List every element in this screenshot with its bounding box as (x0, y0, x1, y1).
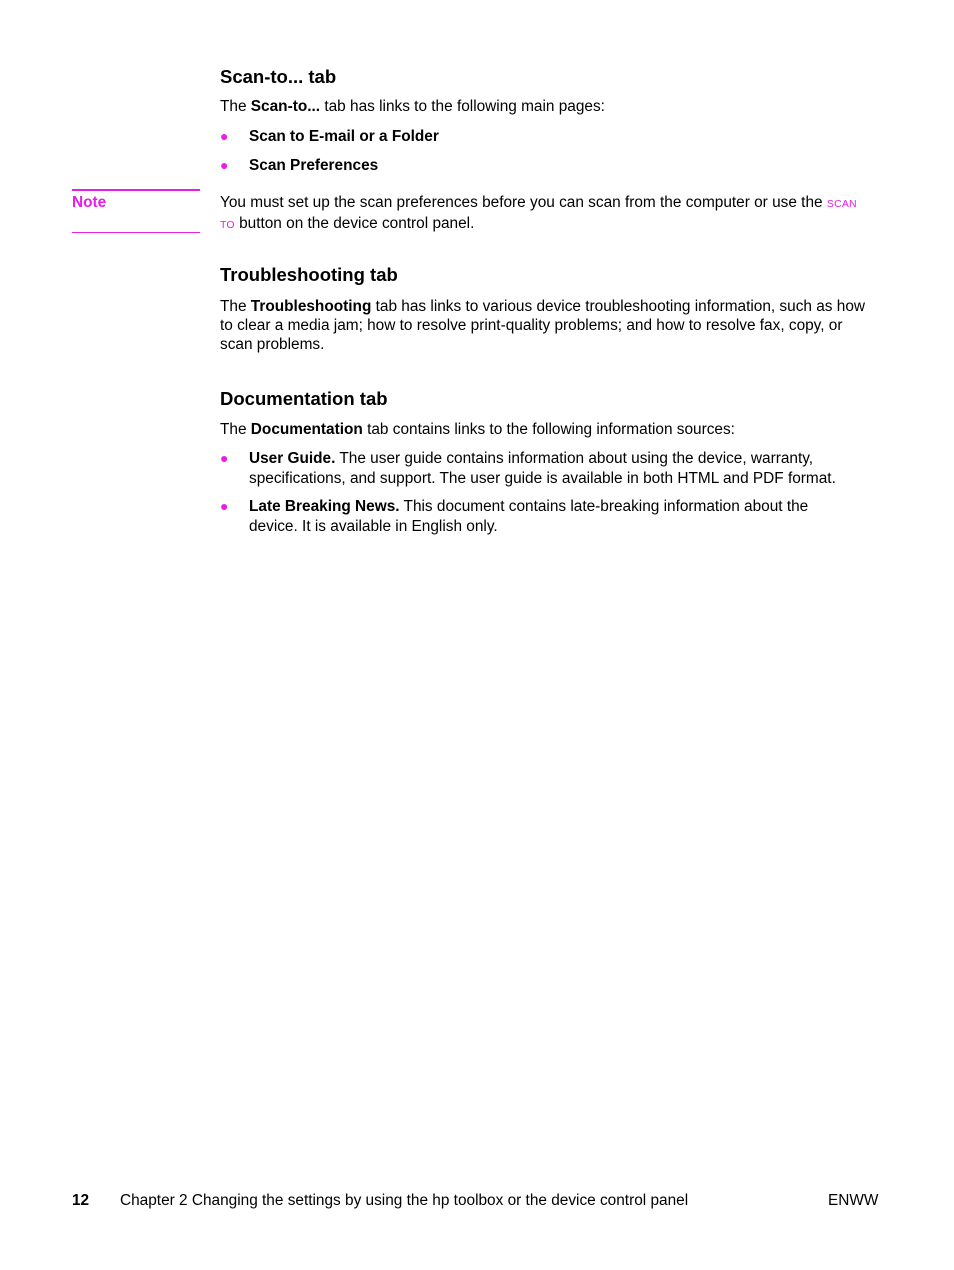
list-item-text: User Guide. The user guide contains information about using the device, warranty, specifications, and support. The user guide is available in both HTML and PDF format. (249, 450, 836, 487)
bullet-icon: ● (220, 157, 229, 173)
intro-bold: Troubleshooting (250, 298, 372, 315)
troubleshooting-heading: Troubleshooting tab (220, 264, 398, 285)
note-text-part: button on the device control panel. (234, 215, 475, 233)
note-bottom-rule (72, 232, 200, 233)
documentation-intro (220, 420, 888, 439)
list-item-bold: Scan to E-mail or a Folder (249, 128, 439, 145)
intro-text: The (220, 298, 251, 315)
list-item-text (249, 156, 889, 176)
list-item-bold: Scan Preferences (249, 157, 379, 174)
intro-text: tab has links to various device troubleshooting information, such as how (371, 298, 865, 315)
list-item-bold: Late Breaking News. (249, 498, 400, 515)
troubleshooting-intro (220, 297, 888, 355)
scan-to-heading: Scan-to... tab (220, 66, 337, 87)
scan-to-intro (220, 97, 888, 116)
edition-label: ENWW (828, 1192, 879, 1209)
bullet-icon: ● (220, 450, 229, 466)
bullet-icon: ● (220, 128, 229, 144)
intro-bold: Documentation (250, 421, 363, 438)
list-item-bold: User Guide. (249, 450, 336, 467)
intro-text: scan problems. (220, 336, 325, 354)
note-text-part: You must set up the scan preferences before you can scan from the computer or use the (220, 194, 827, 211)
intro-text: tab has links to the following main pages: (320, 98, 605, 115)
documentation-heading: Documentation tab (220, 388, 388, 409)
bullet-icon: ● (220, 498, 229, 514)
intro-text: to clear a media jam; how to resolve print-quality problems; and how to resolve fax, copy, or (220, 317, 843, 335)
intro-text: The (220, 421, 251, 438)
list-item-text: Late Breaking News. This document contains late-breaking information about the device. It is available in English only. (249, 498, 809, 535)
note-text (220, 193, 888, 235)
intro-text: The (220, 98, 251, 115)
page-number: 12 (72, 1192, 90, 1209)
intro-text: tab contains links to the following information sources: (362, 421, 735, 438)
chapter-title: Chapter 2 Changing the settings by using the hp toolbox or the device control panel (120, 1192, 689, 1209)
note-label: Note (72, 194, 107, 211)
scan-to-button-name: SCAN TO (220, 198, 857, 232)
intro-bold: Scan-to... (250, 98, 321, 115)
list-item-text (249, 127, 889, 147)
note-top-rule (72, 189, 200, 191)
